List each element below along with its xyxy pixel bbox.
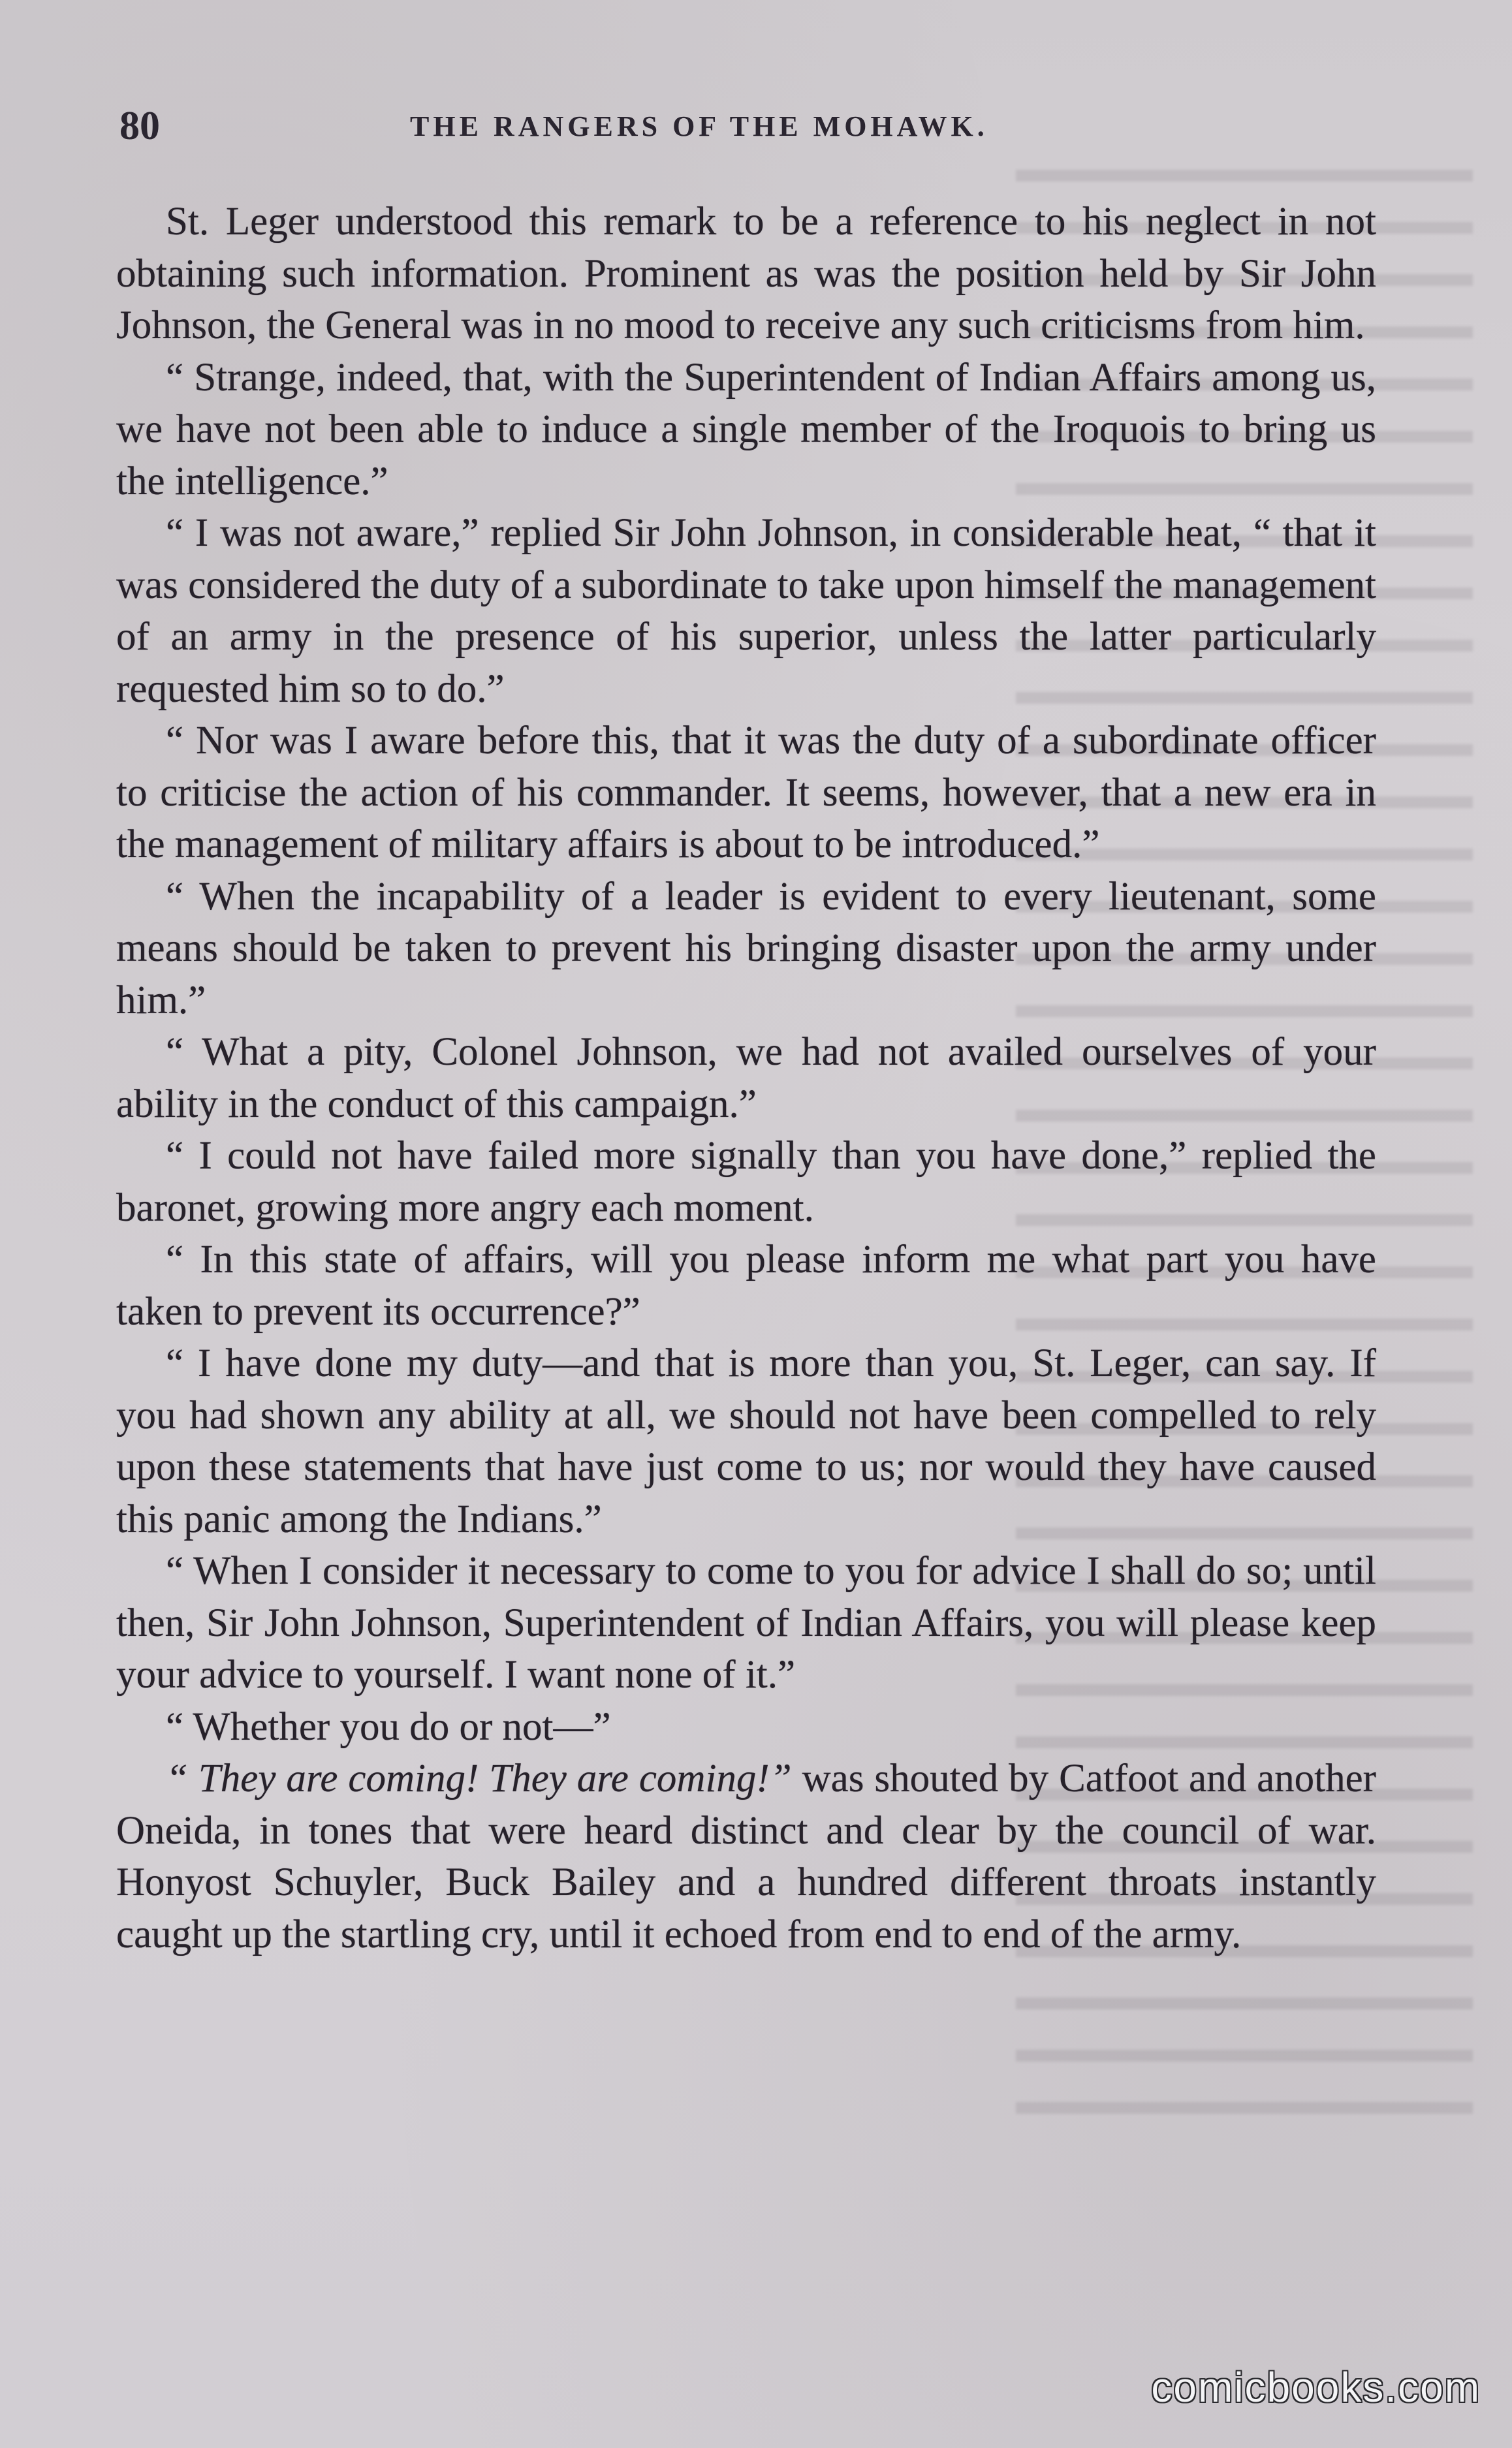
paragraph: “ I was not aware,” replied Sir John Johnson, in considerable heat, “ that it was considered the duty of a subordinate to take upon himself the management of an army in the presence of his superior, unless the latter particularly requested him so to do.” — [116, 511, 1376, 711]
paragraph: “ Whether you do or not—” — [166, 1704, 611, 1749]
paragraph: “ When I consider it necessary to come to you for advice I shall do so; until then, Sir John Johnson, Superintendent of Indian Affairs, you will please keep your advice to yourself. I want none of it.” — [116, 1549, 1376, 1697]
paragraph: “ Nor was I aware before this, that it was the duty of a subordinate officer to criticise the action of his commander. It seems, however, that a new era in the management of military affairs is about to be introduced.” — [116, 719, 1376, 866]
paragraph — [116, 1753, 1376, 1960]
page-number: 80 — [119, 104, 160, 148]
paragraph: “ When the incapability of a leader is evident to every lieutenant, some means should be taken to prevent his bringing disaster upon the army under him.” — [116, 874, 1376, 1022]
paragraph: “ I have done my duty—and that is more than you, St. Leger, can say. If you had shown any ability at all, we should not have been compelled to rely upon these statements that have just come to us; nor would they have caused this panic among the Indians.” — [116, 1342, 1376, 1541]
paragraph: “ In this state of affairs, will you please inform me what part you have taken to prevent its occurrence?” — [116, 1238, 1376, 1334]
paragraph: St. Leger understood this remark to be a reference to his neglect in not obtaining such information. Prominent as was the position held by Sir John Johnson, the General was in no mood to receive any such criticisms from him. — [116, 200, 1376, 347]
paragraph: “ What a pity, Colonel Johnson, we had not availed ourselves of your ability in the conduct of this campaign.” — [116, 1030, 1376, 1126]
paragraph: “ Strange, indeed, that, with the Superintendent of Indian Affairs among us, we have not been able to induce a single member of the Iroquois to bring us the intelligence.” — [116, 355, 1376, 503]
paragraph-continuation: was shouted by Catfoot and another Oneida, in tones that were heard distinct and clear by the council of war. Honyost Schuyler, Buck Bailey and a hundred different throats instantly caught up the startling cry, until it echoed from end to end of the army. — [116, 1757, 1376, 1956]
italic-exclamation: “ They are coming! They are coming!” — [166, 1757, 792, 1800]
running-head: THE RANGERS OF THE MOHAWK. — [410, 110, 988, 142]
paragraph: “ I could not have failed more signally than you have done,” replied the baronet, growing more angry each moment. — [116, 1134, 1376, 1230]
body-text — [116, 196, 1376, 1960]
watermark-logo: comicbooks.com — [1151, 2364, 1481, 2411]
